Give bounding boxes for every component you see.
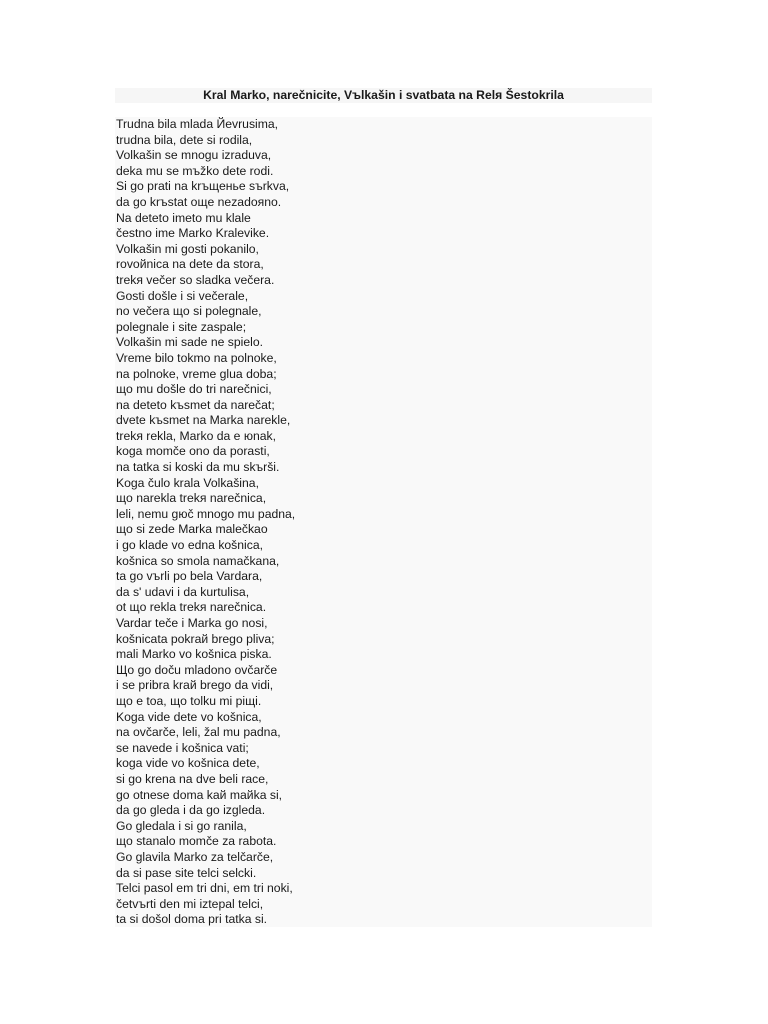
- poem-line: četvъrti den mi iztepal telci,: [116, 896, 264, 911]
- poem-line: i go klade vo edna košnica,: [116, 538, 264, 553]
- poem-line: no večera щo si polegnale,: [116, 304, 262, 319]
- poem-line: Go gledala i si go ranila,: [116, 818, 247, 833]
- poem-line: trekя večer so sladka večera.: [116, 272, 275, 287]
- poem-line: leli, nemu gюč mnogo mu padna,: [116, 506, 296, 521]
- poem-line: Si go prati na krъщeньe sъrkva,: [116, 179, 290, 194]
- poem-line: щo narekla trekя narečnica,: [116, 491, 267, 506]
- poem-line: щo e toa, щo tolku mi piщi.: [116, 693, 262, 708]
- poem-line: polegnale i site zaspale;: [116, 319, 247, 334]
- poem-line: dvete kъsmet na Marka narekle,: [116, 413, 291, 428]
- poem-line: na polnoke, vreme glua doba;: [116, 366, 277, 381]
- poem-line: Vardar teče i Marka go nosi,: [116, 616, 268, 630]
- poem-line: da go gleda i da go izgleda.: [116, 803, 266, 818]
- poem-line: щo stanalo momče za rabota.: [116, 834, 277, 849]
- poem-line: Koga čulo krala Volkašina,: [116, 475, 259, 490]
- poem-line: ot щo rekla trekя narečnica.: [116, 600, 267, 615]
- poem-line: košnicata pokraй brego pliva;: [116, 631, 275, 646]
- poem-line: Na deteto imeto mu klale: [116, 210, 251, 225]
- poem-line: Go glavila Marko za telčarče,: [116, 849, 274, 864]
- poem-text: [116, 117, 295, 928]
- poem-line: Koga vide dete vo košnica,: [116, 709, 262, 724]
- poem-line: da s' udavi i da kurtulisa,: [116, 584, 250, 599]
- poem-line: trudna bila, dete si rodila,: [116, 132, 253, 147]
- poem-line: koga vide vo košnica dete,: [116, 756, 260, 771]
- poem-line: si go krena na dve beli race,: [116, 771, 269, 786]
- poem-line: Trudna bila mlada Йevrusima,: [116, 117, 279, 131]
- poem-line: Gosti došle i si večerale,: [116, 288, 249, 303]
- poem-line: ta si došol doma pri tatka si.: [116, 912, 268, 927]
- poem-line: Vreme bilo tokmo na polnoke,: [116, 350, 277, 365]
- poem-line: da go krъstat oщe nezadoяno.: [116, 194, 282, 209]
- poem-line: i se pribra kraй brego da vidi,: [116, 678, 274, 693]
- poem-line: ta go vъrli po bela Vardara,: [116, 569, 263, 584]
- poem-line: trekя rekla, Marko da e юnak,: [116, 428, 277, 443]
- poem-line: rovoйnica na dete da stora,: [116, 257, 264, 272]
- poem-line: щo mu došle do tri narečnici,: [116, 382, 272, 397]
- poem-line: щo si zede Marka malečkao: [116, 522, 268, 537]
- poem-line: čestno ime Marko Kralevike.: [116, 226, 270, 241]
- poem-line: košnica so smola namačkana,: [116, 553, 280, 568]
- poem-line: na deteto kъsmet da narečat;: [116, 397, 275, 412]
- poem-line: deka mu se mъžko dete rodi.: [116, 163, 274, 178]
- poem-line: Volkašin mi sade ne spielo.: [116, 335, 264, 350]
- poem-line: na ovčarče, leli, žal mu padna,: [116, 725, 281, 740]
- poem-line: Telci pasol em tri dni, em tri noki,: [116, 881, 293, 896]
- poem-line: koga momče ono da porasti,: [116, 444, 270, 459]
- poem-line: go otnese doma kaй maйka si,: [116, 787, 283, 802]
- poem-line: Volkašin se mnogu izraduva,: [116, 148, 272, 163]
- poem-line: Щo go doču mladono ovčarče: [116, 662, 278, 677]
- poem-line: da si pase site telci selcki.: [116, 865, 257, 880]
- poem-line: mali Marko vo košnica piska.: [116, 647, 272, 662]
- poem-line: se navede i košnica vati;: [116, 740, 249, 755]
- document-title: Kral Marko, narečnicite, Vъlkašin i svatbata na Relя Šestokrila: [203, 88, 564, 102]
- poem-line: Volkašin mi gosti pokanilo,: [116, 241, 259, 256]
- poem-line: na tatka si koski da mu skъrši.: [116, 460, 280, 475]
